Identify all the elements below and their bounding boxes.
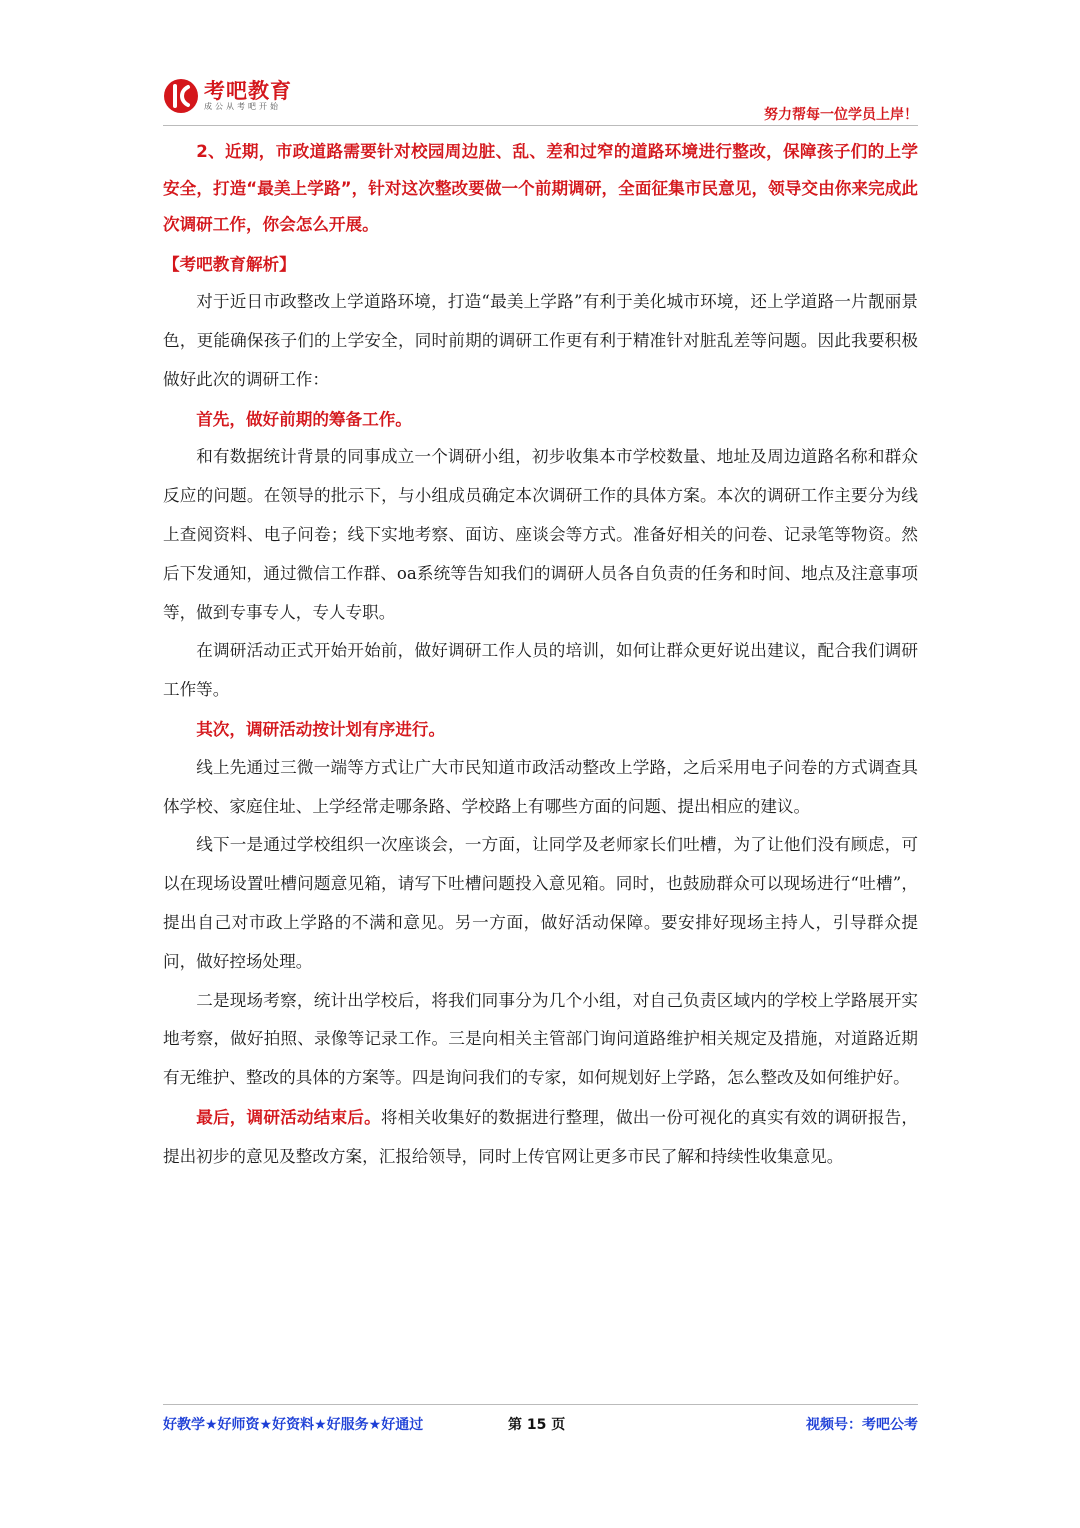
document-body — [163, 134, 918, 1177]
step3-body: 将相关收集好的数据进行整理，做出一份可视化的真实有效的调研报告，提出初步的意见及整改方案，汇报给领导，同时上传官网让更多市民了解和持续性收集意见。 — [163, 1108, 919, 1166]
logo-mark-icon — [163, 78, 199, 114]
question-text: 2、近期，市政道路需要针对校园周边脏、乱、差和过窄的道路环境进行整改，保障孩子们的上学安全，打造“最美上学路”，针对这次整改要做一个前期调研，全面征集市民意见，领导交由你来完成此次调研工作，你会怎么开展。 — [163, 142, 918, 234]
step3-paragraph — [163, 1098, 918, 1177]
page-footer — [163, 1404, 918, 1444]
footer-channel: 视频号：考吧公考 — [806, 1417, 918, 1433]
step1-paragraph-1: 和有数据统计背景的同事成立一个调研小组，初步收集本市学校数量、地址及周边道路名称和群众反应的问题。在领导的批示下，与小组成员确定本次调研工作的具体方案。本次的调研工作主要分为线上查阅资料、电子问卷；线下实地考察、面访、座谈会等方式。准备好相关的问卷、记录笔等物资。然后下发通知，通过微信工作群、oa系统等告知我们的调研人员各自负责的任务和时间、地点及注意事项等，做到专事专人，专人专职。 — [163, 447, 918, 622]
step2-paragraph-3: 二是现场考察，统计出学校后，将我们同事分为几个小组，对自己负责区域内的学校上学路展开实地考察，做好拍照、录像等记录工作。三是向相关主管部门询问道路维护相关规定及措施，对道路近期有无维护、整改的具体的方案等。四是询问我们的专家，如何规划好上学路，怎么整改及如何维护好。 — [163, 990, 918, 1088]
page-header — [163, 78, 918, 126]
header-divider — [163, 125, 918, 126]
footer-divider — [163, 1404, 918, 1405]
step2-paragraph-2: 线下一是通过学校组织一次座谈会，一方面，让同学及老师家长们吐槽，为了让他们没有顾虑，可以在现场设置吐槽问题意见箱，请写下吐槽问题投入意见箱。同时，也鼓励群众可以现场进行“吐槽”，提出自己对市政上学路的不满和意见。另一方面，做好活动保障。要安排好现场主持人，引导群众提问，做好控场处理。 — [163, 835, 918, 971]
header-slogan: 努力帮每一位学员上岸！ — [764, 107, 918, 123]
footer-motto: 好教学★好师资★好资料★好服务★好通过 — [163, 1417, 424, 1433]
analysis-tag: 【考吧教育解析】 — [163, 253, 296, 274]
step1-paragraph-2: 在调研活动正式开始开始前，做好调研工作人员的培训，如何让群众更好说出建议，配合我们调研工作等。 — [163, 641, 918, 700]
logo-subtitle: 成公从考吧开始 — [204, 102, 281, 111]
step2-paragraph-1: 线上先通过三微一端等方式让广大市民知道市政活动整改上学路，之后采用电子问卷的方式调查具体学校、家庭住址、上学经常走哪条路、学校路上有哪些方面的问题、提出相应的建议。 — [163, 757, 918, 816]
brand-logo — [163, 78, 292, 114]
logo-name: 考吧教育 — [204, 79, 292, 103]
step2-heading: 其次，调研活动按计划有序进行。 — [196, 719, 446, 740]
step1-heading: 首先，做好前期的筹备工作。 — [196, 408, 412, 429]
intro-paragraph: 对于近日市政整改上学道路环境，打造“最美上学路”有利于美化城市环境，还上学道路一片靓丽景色，更能确保孩子们的上学安全，同时前期的调研工作更有利于精准针对脏乱差等问题。因此我要积极做好此次的调研工作： — [163, 292, 918, 389]
page-number: 第 15 页 — [508, 1417, 566, 1433]
step3-heading: 最后，调研活动结束后。 — [196, 1107, 381, 1128]
